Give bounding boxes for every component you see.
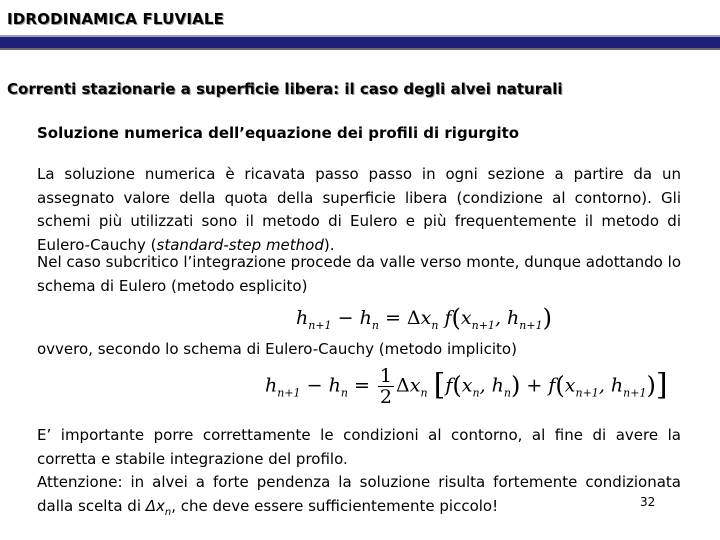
section-heading: Soluzione numerica dell’equazione dei profili di rigurgito xyxy=(37,124,520,142)
equation-euler: $h_{n+1} - h_n = \Delta x_n$ $f(x_{n+1}$, $h_{n+1}$) xyxy=(296,304,552,332)
delta-x-symbol: Δx xyxy=(145,496,165,515)
delta-x-subscript: n xyxy=(164,506,172,518)
paragraph-4-text-2: Attenzione: in alvei a forte pendenza la soluzione risulta fortemente condizionata dalla scelta di xyxy=(37,473,681,515)
slide-subtitle: Correnti stazionarie a superficie libera: il caso degli alvei naturali xyxy=(7,80,563,98)
paragraph-1-emphasis: standard-step method xyxy=(156,235,324,254)
paragraph-1 xyxy=(37,163,681,257)
paragraph-1-text: La soluzione numerica è ricavata passo passo in ogni sezione a partire da un assegnato valore della quota della superficie libera (condizione al contorno). Gli schemi più utilizzati sono il metodo di Eulero e più frequentemente il metodo di Eulero-Cauchy ( xyxy=(37,165,681,254)
paragraph-4 xyxy=(37,424,681,524)
paragraph-2: Nel caso subcritico l’integrazione procede da valle verso monte, dunque adottando lo schema di Eulero (metodo esplicito) xyxy=(37,253,681,295)
paragraph-3: ovvero, secondo lo schema di Eulero-Cauchy (metodo implicito) xyxy=(37,340,517,358)
equation-euler-cauchy: $h_{n+1} - h_n$ = $\frac{1}{2}$ $\Delta x_n$ [$f(x_n$, $h_n) + f(x_{n+1}$, $h_{n+1}$)] xyxy=(265,365,668,408)
paragraph-1-end: ). xyxy=(323,235,335,254)
page-number: 32 xyxy=(640,495,656,509)
paragraph-4-text-3: , che deve essere sufficientemente piccolo! xyxy=(171,496,499,515)
paragraph-4-text-1: E’ importante porre correttamente le condizioni al contorno, al fine di avere la corretta e stabile integrazione del profilo. xyxy=(37,426,681,468)
title-bar xyxy=(0,35,720,48)
slide-title: IDRODINAMICA FLUVIALE xyxy=(7,10,225,28)
